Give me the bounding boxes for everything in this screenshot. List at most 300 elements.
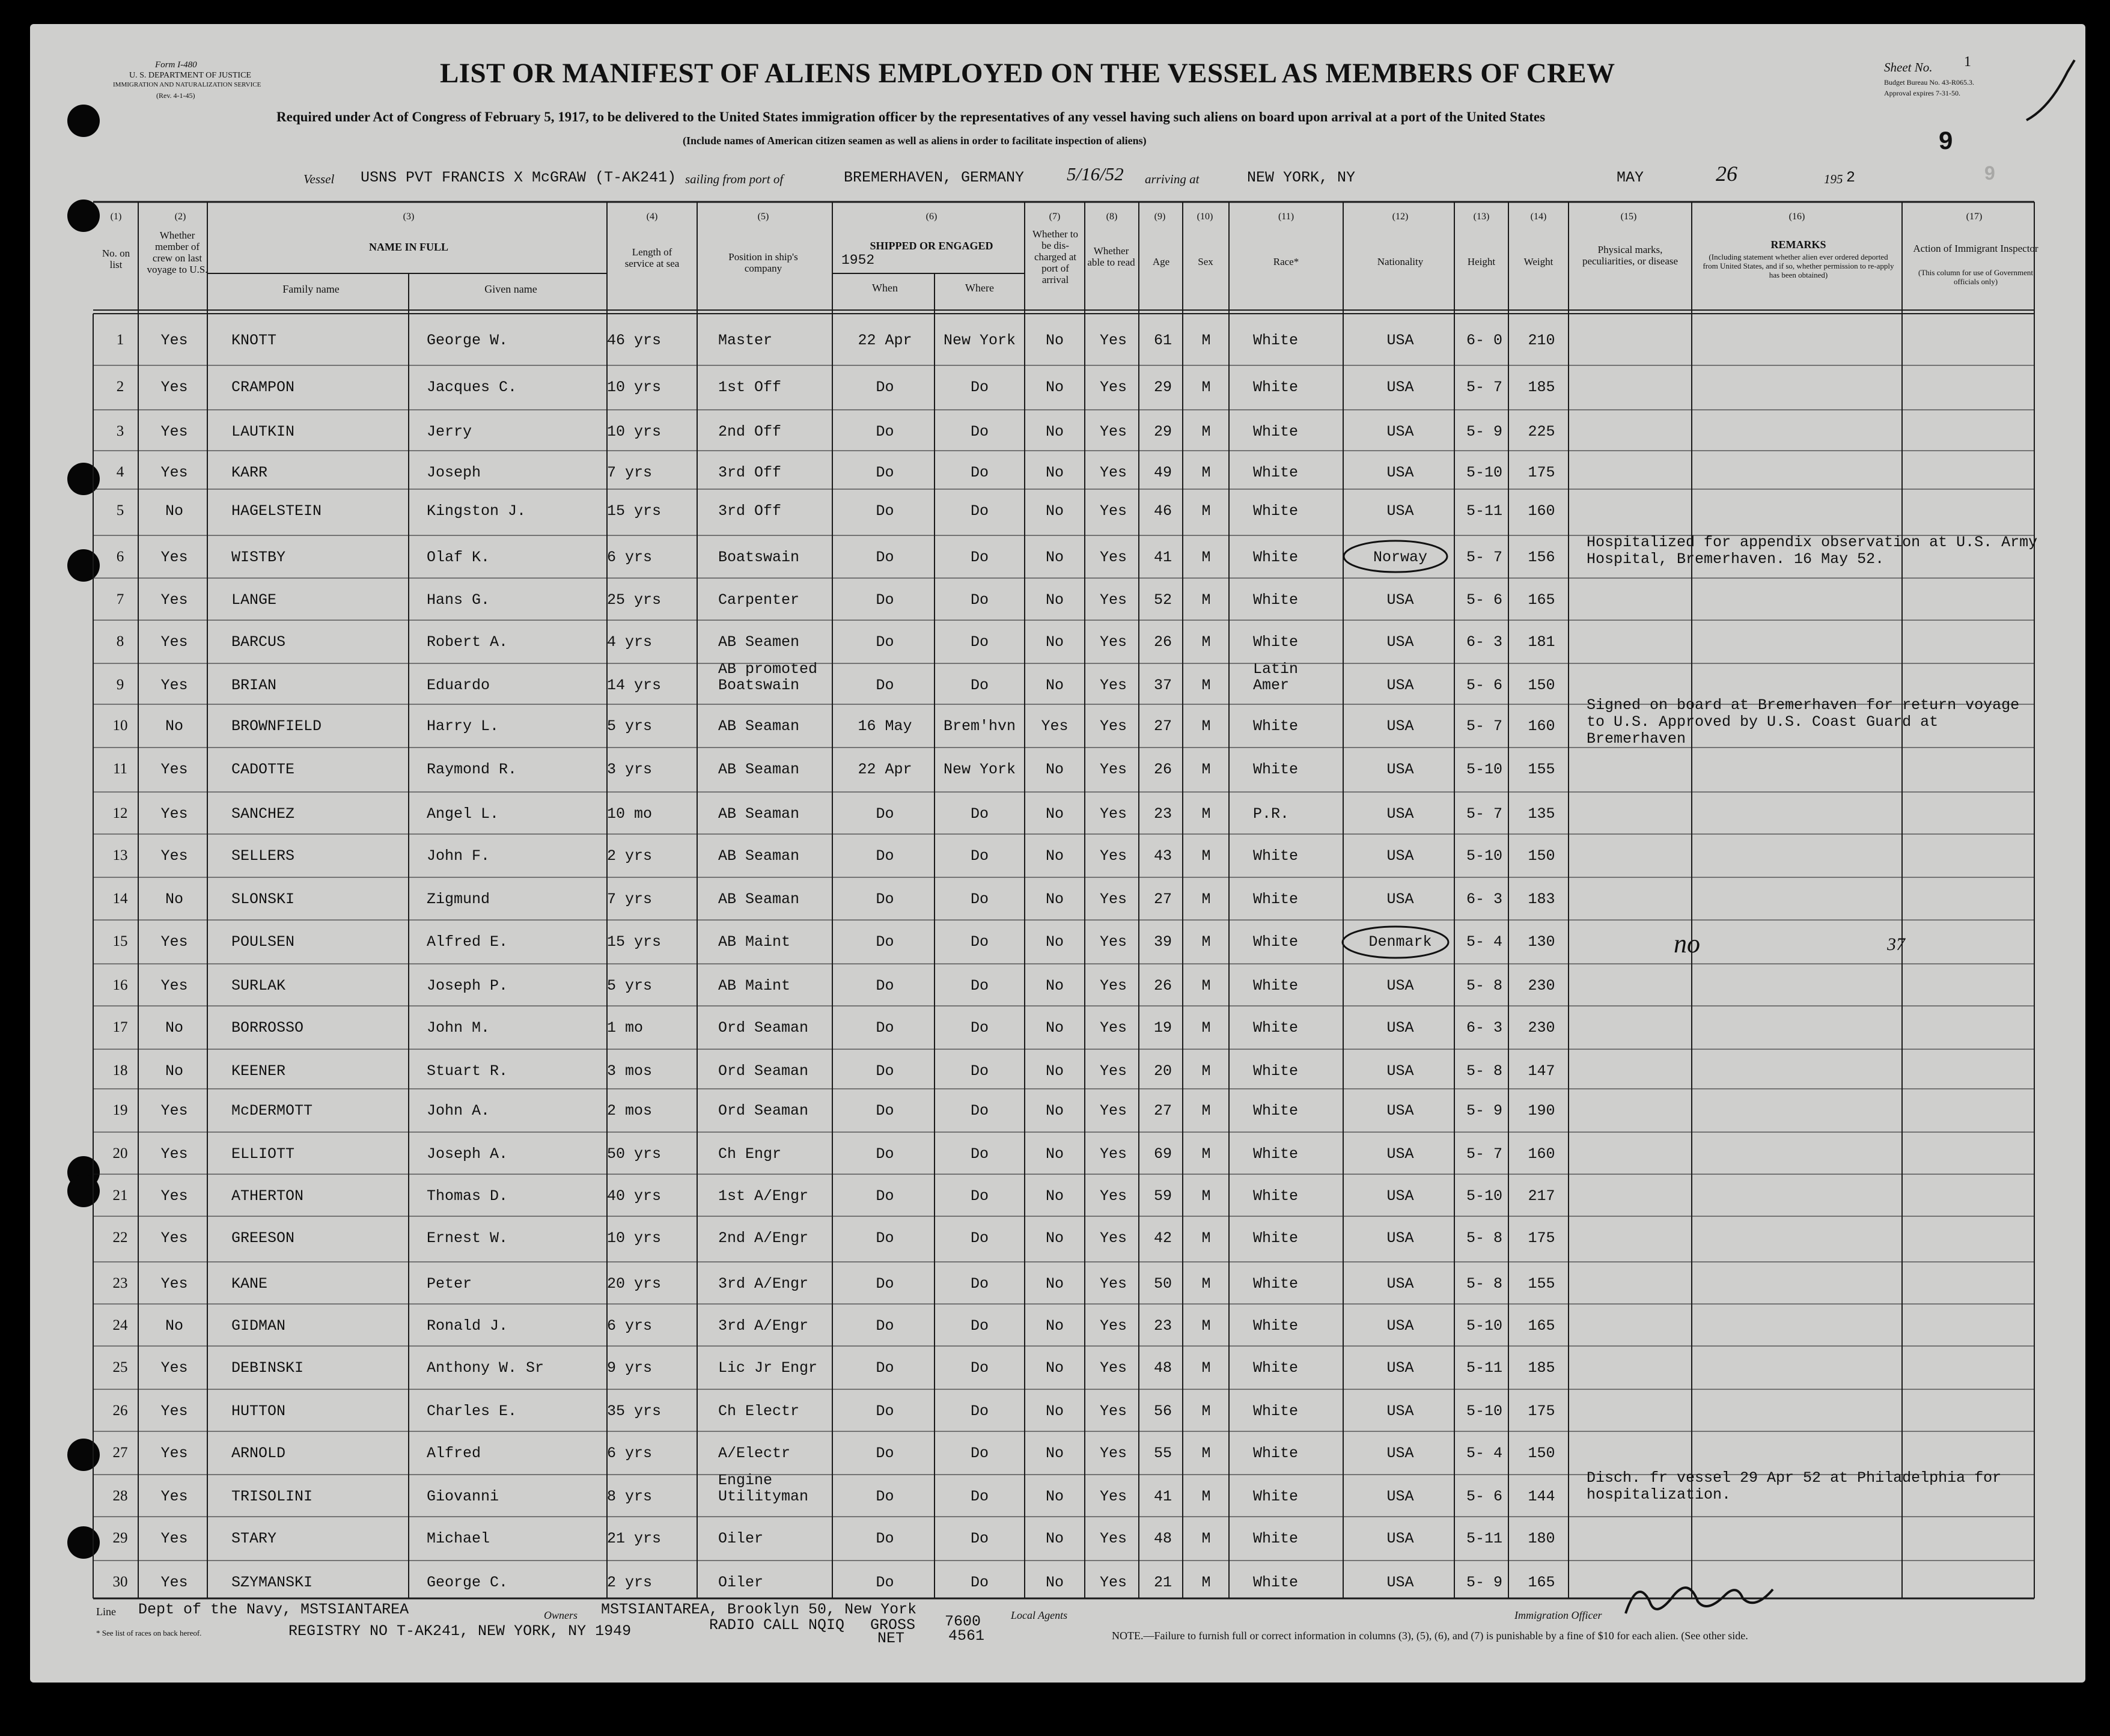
cell-age: 48: [1153, 1359, 1172, 1377]
col-num: (14): [1530, 212, 1547, 222]
cell-position: AB Seaman: [718, 891, 800, 908]
races-footnote: * See list of races on back hereof.: [96, 1628, 202, 1637]
cell-weight: 150: [1528, 677, 1555, 694]
cell-family: BROWNFIELD: [231, 717, 322, 735]
cell-given: Kingston J.: [427, 502, 526, 520]
cell-family: GREESON: [231, 1229, 295, 1247]
cell-age: 49: [1153, 464, 1172, 481]
cell-read: Yes: [1099, 591, 1127, 609]
header-able-to-read: Whether able to read: [1087, 245, 1135, 268]
cell-weight: 155: [1528, 761, 1555, 778]
cell-disch: No: [1045, 1403, 1064, 1420]
col-num: (5): [757, 212, 769, 222]
cell-read: Yes: [1099, 1187, 1127, 1205]
cell-position: Ord Seaman: [718, 1019, 809, 1037]
col-num: (15): [1620, 212, 1637, 222]
cell-race: White: [1253, 1275, 1299, 1293]
cell-sex: M: [1201, 761, 1211, 778]
col-num: (11): [1278, 212, 1294, 222]
cell-sex: M: [1201, 549, 1211, 566]
cell-when: Do: [876, 1019, 894, 1037]
cell-disch: No: [1045, 379, 1064, 396]
cell-family: BRIAN: [231, 677, 277, 694]
cell-weight: 165: [1528, 591, 1555, 609]
cell-service: 46 yrs: [607, 332, 662, 349]
cell-when: Do: [876, 847, 894, 865]
cell-prev: Yes: [160, 847, 188, 865]
cell-weight: 185: [1528, 379, 1555, 396]
cell-sex: M: [1201, 1530, 1211, 1547]
cell-nat: USA: [1386, 502, 1414, 520]
cell-height: 5- 8: [1466, 1229, 1502, 1247]
handwritten-number: 37: [1887, 934, 1905, 954]
cell-position: 1st A/Engr: [718, 1187, 809, 1205]
cell-nat: USA: [1386, 332, 1414, 349]
cell-prev: Yes: [160, 977, 188, 994]
cell-race: White: [1253, 847, 1299, 865]
cell-service: 40 yrs: [607, 1187, 662, 1205]
cell-weight: 190: [1528, 1102, 1555, 1119]
cell-position: 2nd Off: [718, 423, 782, 440]
cell-where: Do: [970, 1275, 989, 1293]
cell-where: Do: [970, 1062, 989, 1080]
cell-given: Harry L.: [427, 717, 499, 735]
cell-disch: No: [1045, 1062, 1064, 1080]
cell-position: AB Maint: [718, 977, 791, 994]
cell-given: Alfred: [427, 1445, 481, 1462]
cell-no: 16: [112, 977, 128, 993]
header-height: Height: [1467, 256, 1496, 267]
cell-family: SURLAK: [231, 977, 286, 994]
cell-sex: M: [1201, 464, 1211, 481]
cell-disch: Yes: [1041, 717, 1069, 735]
cell-nat: USA: [1386, 1229, 1414, 1247]
arriving-label: arriving at: [1145, 172, 1200, 186]
cell-race: White: [1253, 1229, 1299, 1247]
cell-sex: M: [1201, 847, 1211, 865]
cell-sex: M: [1201, 633, 1211, 651]
header-inspector-note: (This column for use of Government officials only): [1918, 268, 2033, 286]
cell-given: Joseph A.: [427, 1145, 508, 1163]
cell-where: Do: [970, 1019, 989, 1037]
cell-read: Yes: [1099, 977, 1127, 994]
header-when: When: [872, 282, 898, 294]
cell-position: AB Seaman: [718, 717, 800, 735]
cell-where: Do: [970, 633, 989, 651]
cell-sex: M: [1201, 1403, 1211, 1420]
remark-row-6: Hospitalized for appendix observation at U.S. Army Hospital, Bremerhaven. 16 May 52.: [1587, 534, 2038, 568]
cell-no: 27: [112, 1445, 128, 1461]
cell-service: 5 yrs: [607, 977, 653, 994]
cell-disch: No: [1045, 1019, 1064, 1037]
cell-prev: Yes: [160, 1445, 188, 1462]
cell-disch: No: [1045, 1445, 1064, 1462]
cell-weight: 217: [1528, 1187, 1555, 1205]
cell-read: Yes: [1099, 805, 1127, 823]
cell-sex: M: [1201, 332, 1211, 349]
cell-family: SELLERS: [231, 847, 295, 865]
cell-nat: USA: [1386, 677, 1414, 694]
cell-weight: 180: [1528, 1530, 1555, 1547]
cell-given: Robert A.: [427, 633, 508, 651]
cell-where: Do: [970, 423, 989, 440]
cell-given: Michael: [427, 1530, 490, 1547]
cell-position: A/Electr: [718, 1445, 791, 1462]
cell-weight: 130: [1528, 933, 1555, 951]
cell-no: 24: [112, 1317, 128, 1333]
cell-prev: Yes: [160, 332, 188, 349]
cell-sex: M: [1201, 805, 1211, 823]
cell-service: 10 yrs: [607, 1229, 662, 1247]
cell-no: 3: [116, 423, 124, 439]
header-physical-marks: Physical marks, peculiarities, or disease: [1582, 244, 1679, 267]
cell-where: Do: [970, 1145, 989, 1163]
cell-height: 5- 7: [1466, 805, 1502, 823]
cell-disch: No: [1045, 1145, 1064, 1163]
cell-sex: M: [1201, 1187, 1211, 1205]
cell-nat: USA: [1386, 1359, 1414, 1377]
cell-race: White: [1253, 1359, 1299, 1377]
gross-label: GROSS: [870, 1616, 916, 1634]
arrive-month: MAY: [1617, 169, 1644, 186]
col-num: (2): [174, 212, 186, 222]
cell-nat: USA: [1386, 891, 1414, 908]
sheet-label: Sheet No.: [1884, 60, 1933, 75]
cell-service: 2 mos: [607, 1102, 653, 1119]
cell-sex: M: [1201, 1574, 1211, 1591]
cell-nat: USA: [1386, 1187, 1414, 1205]
cell-age: 26: [1153, 761, 1172, 778]
cell-when: Do: [876, 1062, 894, 1080]
immigration-officer-label: Immigration Officer: [1514, 1609, 1602, 1621]
cell-prev: No: [165, 1019, 183, 1037]
cell-family: ELLIOTT: [231, 1145, 295, 1163]
registry-number: REGISTRY NO T-AK241, NEW YORK, NY 1949: [288, 1622, 632, 1640]
cell-disch: No: [1045, 423, 1064, 440]
cell-age: 29: [1153, 423, 1172, 440]
cell-read: Yes: [1099, 1574, 1127, 1591]
cell-read: Yes: [1099, 332, 1127, 349]
cell-read: Yes: [1099, 1229, 1127, 1247]
cell-prev: No: [165, 717, 183, 735]
cell-race: White: [1253, 1317, 1299, 1335]
cell-service: 7 yrs: [607, 464, 653, 481]
cell-prev: Yes: [160, 805, 188, 823]
cell-when: Do: [876, 977, 894, 994]
cell-no: 11: [112, 761, 128, 777]
col-num: (16): [1788, 212, 1805, 222]
cell-given: Joseph: [427, 464, 481, 481]
cell-family: DEBINSKI: [231, 1359, 304, 1377]
cell-disch: No: [1045, 891, 1064, 908]
cell-sex: M: [1201, 1145, 1211, 1163]
cell-height: 6- 3: [1466, 633, 1502, 651]
cell-position: Lic Jr Engr: [718, 1359, 818, 1377]
cell-when: Do: [876, 891, 894, 908]
cell-height: 5- 6: [1466, 677, 1502, 694]
cell-race: White: [1253, 1445, 1299, 1462]
cell-where: Do: [970, 1445, 989, 1462]
port-from: BREMERHAVEN, GERMANY: [844, 169, 1025, 186]
handwritten-no: no: [1674, 929, 1700, 958]
cell-service: 10 mo: [607, 805, 653, 823]
cell-when: Do: [876, 1229, 894, 1247]
cell-nat: USA: [1386, 805, 1414, 823]
cell-read: Yes: [1099, 633, 1127, 651]
cell-position: AB Seaman: [718, 847, 800, 865]
cell-age: 21: [1153, 1574, 1172, 1591]
cell-given: Thomas D.: [427, 1187, 508, 1205]
cell-position: 2nd A/Engr: [718, 1229, 809, 1247]
page-mark-faint: 9: [1984, 162, 1995, 184]
header-shipped-year: 1952: [841, 252, 875, 268]
cell-nat: USA: [1386, 1145, 1414, 1163]
year-prefix: 195: [1824, 172, 1843, 186]
cell-where: Do: [970, 677, 989, 694]
cell-sex: M: [1201, 1275, 1211, 1293]
cell-prev: Yes: [160, 1488, 188, 1505]
cell-no: 30: [112, 1574, 128, 1590]
cell-disch: No: [1045, 1530, 1064, 1547]
cell-age: 69: [1153, 1145, 1172, 1163]
cell-service: 2 yrs: [607, 1574, 653, 1591]
cell-weight: 150: [1528, 1445, 1555, 1462]
cell-weight: 181: [1528, 633, 1555, 651]
cell-weight: 135: [1528, 805, 1555, 823]
cell-given: Olaf K.: [427, 549, 490, 566]
cell-nat: USA: [1386, 1317, 1414, 1335]
cell-age: 19: [1153, 1019, 1172, 1037]
cell-age: 39: [1153, 933, 1172, 951]
header-list-number: No. on list: [102, 248, 130, 270]
cell-given: Angel L.: [427, 805, 499, 823]
col-num: (8): [1106, 212, 1118, 222]
cell-when: Do: [876, 423, 894, 440]
cell-no: 5: [116, 502, 124, 519]
cell-when: Do: [876, 549, 894, 566]
header-remarks: REMARKS: [1770, 239, 1826, 251]
cell-sex: M: [1201, 379, 1211, 396]
header-weight: Weight: [1523, 256, 1554, 267]
cell-read: Yes: [1099, 1317, 1127, 1335]
cell-race: White: [1253, 1530, 1299, 1547]
cell-where: Do: [970, 1403, 989, 1420]
net-label: NET: [877, 1630, 905, 1647]
header-sex: Sex: [1198, 256, 1213, 267]
sail-date: 5/16/52: [1067, 163, 1124, 184]
cell-given: Ronald J.: [427, 1317, 508, 1335]
cell-height: 6- 3: [1466, 1019, 1502, 1037]
cell-when: Do: [876, 464, 894, 481]
cell-where: Brem'hvn: [943, 717, 1016, 735]
col-num: (17): [1966, 212, 1983, 222]
cell-given: Anthony W. Sr: [427, 1359, 544, 1377]
cell-race: White: [1253, 1102, 1299, 1119]
col-num: (4): [646, 212, 658, 222]
cell-family: CRAMPON: [231, 379, 295, 396]
cell-read: Yes: [1099, 717, 1127, 735]
cell-age: 27: [1153, 1102, 1172, 1119]
cell-sex: M: [1201, 1359, 1211, 1377]
header-name-in-full: NAME IN FULL: [368, 241, 448, 253]
cell-position: Master: [718, 332, 773, 349]
cell-nat: USA: [1386, 1574, 1414, 1591]
cell-family: TRISOLINI: [231, 1488, 313, 1505]
cell-service: 4 yrs: [607, 633, 653, 651]
cell-height: 5- 7: [1466, 1145, 1502, 1163]
cell-sex: M: [1201, 1102, 1211, 1119]
cell-height: 5- 7: [1466, 717, 1502, 735]
cell-read: Yes: [1099, 379, 1127, 396]
cell-where: Do: [970, 977, 989, 994]
cell-family: SZYMANSKI: [231, 1574, 313, 1591]
cell-nat: USA: [1386, 717, 1414, 735]
cell-sex: M: [1201, 502, 1211, 520]
header-shipped-engaged: SHIPPED OR ENGAGED: [870, 240, 993, 252]
form-number: Form I-480: [155, 60, 197, 70]
header-given-name: Given name: [484, 283, 537, 295]
cell-prev: Yes: [160, 464, 188, 481]
cell-prev: Yes: [160, 1275, 188, 1293]
cell-sex: M: [1201, 1488, 1211, 1505]
cell-position: AB Seaman: [718, 805, 800, 823]
cell-age: 42: [1153, 1229, 1172, 1247]
cell-service: 6 yrs: [607, 1317, 653, 1335]
cell-no: 29: [112, 1530, 128, 1546]
cell-disch: No: [1045, 1229, 1064, 1247]
cell-given: Stuart R.: [427, 1062, 508, 1080]
cell-read: Yes: [1099, 1145, 1127, 1163]
vessel-name: USNS PVT FRANCIS X McGRAW (T-AK241): [361, 169, 677, 186]
cell-disch: No: [1045, 332, 1064, 349]
cell-weight: 185: [1528, 1359, 1555, 1377]
cell-where: Do: [970, 847, 989, 865]
cell-height: 5-11: [1466, 1530, 1502, 1547]
cell-read: Yes: [1099, 1062, 1127, 1080]
cell-race: White: [1253, 977, 1299, 994]
cell-disch: No: [1045, 502, 1064, 520]
cell-position: 3rd A/Engr: [718, 1275, 809, 1293]
cell-race: White: [1253, 717, 1299, 735]
cell-service: 1 mo: [607, 1019, 644, 1037]
cell-service: 8 yrs: [607, 1488, 653, 1505]
cell-read: Yes: [1099, 761, 1127, 778]
cell-family: BORROSSO: [231, 1019, 304, 1037]
cell-age: 46: [1153, 502, 1172, 520]
port-to: NEW YORK, NY: [1247, 169, 1356, 186]
cell-service: 10 yrs: [607, 379, 662, 396]
cell-family: ARNOLD: [231, 1445, 286, 1462]
cell-no: 4: [116, 464, 124, 480]
year-suffix: 2: [1846, 169, 1856, 186]
line-label: Line: [96, 1606, 116, 1618]
cell-given: Joseph P.: [427, 977, 508, 994]
arrive-day: 26: [1716, 162, 1737, 186]
col-num: (3): [403, 212, 415, 222]
cell-position: Ord Seaman: [718, 1102, 809, 1119]
cell-nat: USA: [1386, 379, 1414, 396]
cell-given: Jerry: [427, 423, 472, 440]
cell-no: 17: [112, 1019, 128, 1035]
approval-expiry: Approval expires 7-31-50.: [1884, 89, 1960, 97]
col-num: (10): [1197, 212, 1213, 222]
cell-age: 55: [1153, 1445, 1172, 1462]
cell-when: Do: [876, 1317, 894, 1335]
header-length-of-service: Length of service at sea: [624, 246, 680, 269]
cell-race: White: [1253, 502, 1299, 520]
cell-sex: M: [1201, 977, 1211, 994]
cell-prev: Yes: [160, 933, 188, 951]
cell-read: Yes: [1099, 1102, 1127, 1119]
cell-where: Do: [970, 1488, 989, 1505]
page-subnote: (Include names of American citizen seamen as well as aliens in order to facilitate inspection of aliens): [683, 135, 1147, 147]
cell-nat: USA: [1386, 847, 1414, 865]
cell-disch: No: [1045, 933, 1064, 951]
cell-disch: No: [1045, 549, 1064, 566]
cell-no: 19: [112, 1102, 128, 1118]
cell-service: 5 yrs: [607, 717, 653, 735]
cell-weight: 230: [1528, 977, 1555, 994]
local-agents-label: Local Agents: [1011, 1609, 1068, 1621]
cell-nat: USA: [1386, 1102, 1414, 1119]
cell-position: AB Maint: [718, 933, 791, 951]
cell-service: 3 yrs: [607, 761, 653, 778]
cell-age: 27: [1153, 891, 1172, 908]
cell-given: Giovanni: [427, 1488, 499, 1505]
cell-no: 22: [112, 1229, 128, 1246]
page-mark: 9: [1939, 126, 1953, 154]
cell-position: Oiler: [718, 1574, 764, 1591]
cell-sex: M: [1201, 891, 1211, 908]
cell-position: Ch Electr: [718, 1403, 800, 1420]
cell-family: KNOTT: [231, 332, 277, 349]
cell-position: Boatswain: [718, 549, 800, 566]
cell-race: P.R.: [1253, 805, 1290, 823]
cell-age: 56: [1153, 1403, 1172, 1420]
cell-age: 48: [1153, 1530, 1172, 1547]
cell-when: Do: [876, 591, 894, 609]
cell-race: White: [1253, 1488, 1299, 1505]
cell-given: Eduardo: [427, 677, 490, 694]
cell-where: Do: [970, 464, 989, 481]
cell-where: Do: [970, 1317, 989, 1335]
cell-when: Do: [876, 1403, 894, 1420]
cell-where: Do: [970, 805, 989, 823]
budget-number: Budget Bureau No. 43-R065.3.: [1884, 78, 1974, 87]
cell-no: 9: [116, 677, 124, 693]
cell-sex: M: [1201, 1229, 1211, 1247]
cell-race: White: [1253, 1019, 1299, 1037]
cell-where: Do: [970, 891, 989, 908]
service-name: IMMIGRATION AND NATURALIZATION SERVICE: [113, 81, 261, 88]
cell-when: 22 Apr: [858, 332, 912, 349]
cell-family: KEENER: [231, 1062, 286, 1080]
cell-read: Yes: [1099, 1359, 1127, 1377]
cell-read: Yes: [1099, 891, 1127, 908]
cell-service: 3 mos: [607, 1062, 653, 1080]
cell-weight: 183: [1528, 891, 1555, 908]
cell-given: John A.: [427, 1102, 490, 1119]
cell-when: Do: [876, 677, 894, 694]
cell-where: Do: [970, 591, 989, 609]
cell-race: White: [1253, 1145, 1299, 1163]
cell-disch: No: [1045, 1187, 1064, 1205]
cell-nat: Norway: [1373, 549, 1427, 566]
col-num: (7): [1049, 212, 1061, 222]
cell-race: White: [1253, 423, 1299, 440]
cell-disch: No: [1045, 464, 1064, 481]
cell-weight: 160: [1528, 502, 1555, 520]
